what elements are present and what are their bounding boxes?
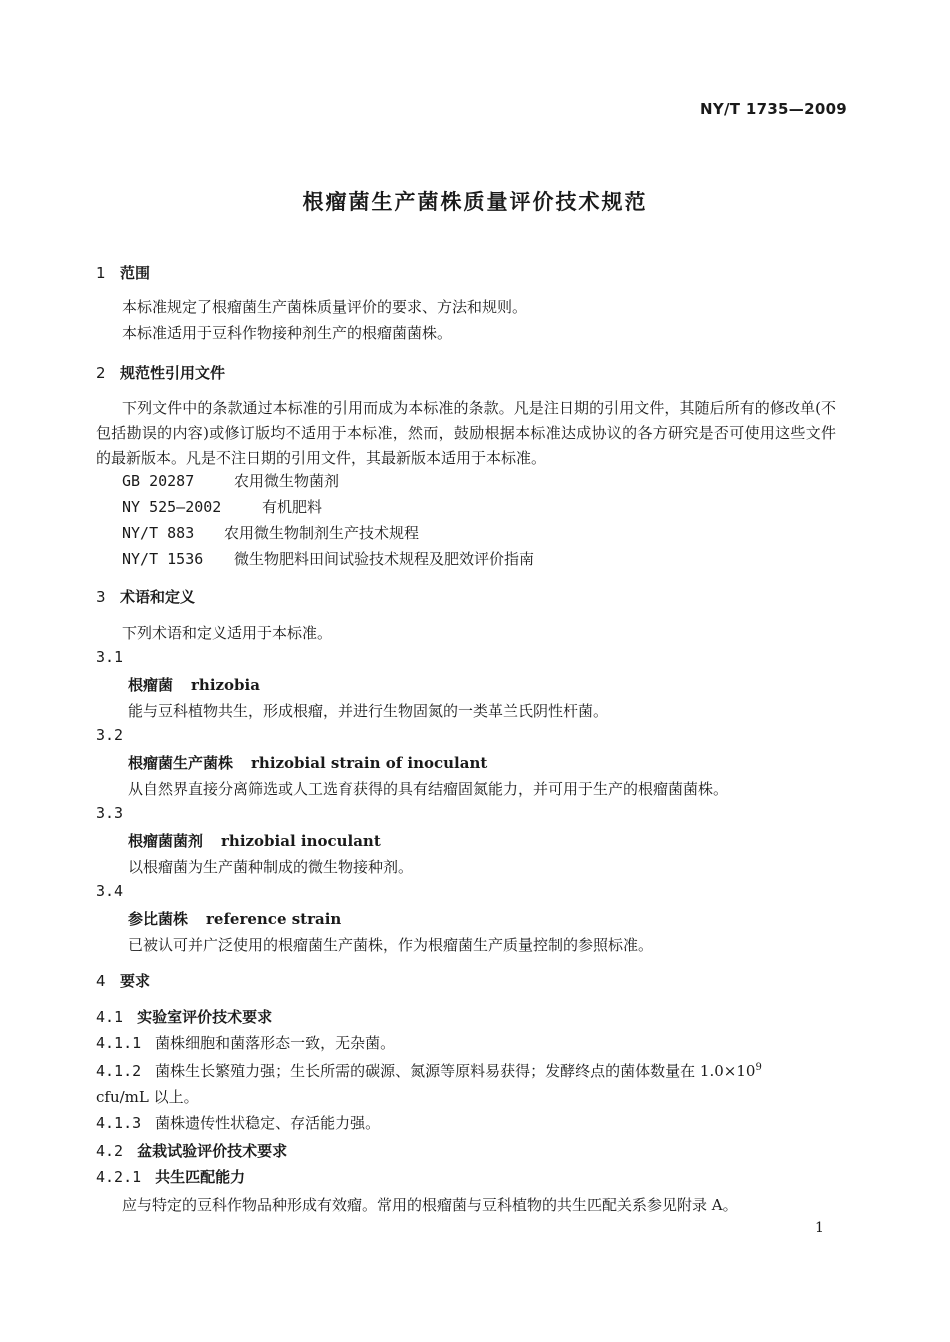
term-definition: 能与豆科植物共生，形成根瘤，并进行生物固氮的一类革兰氏阴性杆菌。: [128, 702, 609, 720]
term-number: 3.3: [96, 804, 124, 822]
section-number: 1: [96, 264, 106, 282]
reference-name: 有机肥料: [262, 498, 323, 516]
subsection-title: 实验室评价技术要求: [137, 1008, 273, 1026]
clause-text: 菌株遗传性状稳定、存活能力强。: [155, 1114, 381, 1132]
section-title: 规范性引用文件: [120, 364, 226, 382]
subsection-number: 4.2.1: [96, 1168, 142, 1186]
term-number: 3.1: [96, 648, 124, 666]
term-number: 3.2: [96, 726, 124, 744]
reference-name: 微生物肥料田间试验技术规程及肥效评价指南: [234, 550, 535, 568]
reference-name: 农用微生物制剂生产技术规程: [224, 524, 420, 542]
paragraph: 下列文件中的条款通过本标准的引用而成为本标准的条款。凡是注日期的引用文件，其随后所有的修改单(不包括勘误的内容)或修订版均不适用于本标准，然而，鼓励根据本标准达成协议的各方研究是否可使用这些文件的最新版本。凡是不注日期的引用文件，其最新版本适用于本标准。: [96, 399, 836, 467]
standard-code: NY/T 1735—2009: [700, 100, 848, 118]
reference-code: GB 20287: [122, 472, 195, 490]
clause-4-1-1: [96, 1032, 395, 1053]
section-number: 3: [96, 588, 106, 606]
section-title: 要求: [120, 972, 151, 990]
term-en: rhizobia: [191, 676, 260, 694]
section-3-heading: [96, 586, 195, 607]
paragraph: 本标准规定了根瘤菌生产菌株质量评价的要求、方法和规则。: [122, 298, 528, 316]
subsection-4-1-heading: [96, 1006, 272, 1027]
section-2-heading: [96, 362, 225, 383]
reference-item: [122, 548, 534, 569]
section-1-heading: [96, 262, 150, 283]
term-definition: 已被认可并广泛使用的根瘤菌生产菌株，作为根瘤菌生产质量控制的参照标准。: [128, 936, 654, 954]
reference-code: NY/T 883: [122, 524, 195, 542]
section-title: 术语和定义: [120, 588, 196, 606]
section-4-heading: [96, 970, 150, 991]
reference-code: NY/T 1536: [122, 550, 204, 568]
term-zh: 根瘤菌菌剂: [128, 832, 204, 850]
clause-number: 4.1.3: [96, 1114, 142, 1132]
term-en: rhizobial inoculant: [221, 832, 381, 850]
clause-4-1-3: [96, 1112, 380, 1133]
section-number: 2: [96, 364, 106, 382]
paragraph: 本标准适用于豆科作物接种剂生产的根瘤菌菌株。: [122, 324, 453, 342]
section-number: 4: [96, 972, 106, 990]
term-heading: [128, 830, 381, 851]
term-zh: 根瘤菌生产菌株: [128, 754, 234, 772]
term-definition: 从自然界直接分离筛选或人工选育获得的具有结瘤固氮能力，并可用于生产的根瘤菌菌株。: [128, 780, 729, 798]
clause-text: 菌株生长繁殖力强；生长所需的碳源、氮源等原料易获得；发酵终点的菌体数量在 1.0×10: [155, 1062, 756, 1080]
subsection-4-2-heading: [96, 1140, 287, 1161]
subsection-number: 4.1: [96, 1008, 124, 1026]
subsection-title: 共生匹配能力: [155, 1168, 246, 1186]
reference-item: [122, 522, 419, 543]
term-heading: [128, 674, 260, 695]
term-zh: 根瘤菌: [128, 676, 174, 694]
superscript: 9: [755, 1062, 762, 1073]
paragraph: 应与特定的豆科作物品种形成有效瘤。常用的根瘤菌与豆科植物的共生匹配关系参见附录 A。: [122, 1196, 738, 1214]
paragraph: 下列术语和定义适用于本标准。: [122, 624, 333, 642]
clause-4-1-2: [96, 1060, 762, 1081]
subsection-4-2-1-heading: [96, 1166, 245, 1187]
subsection-number: 4.2: [96, 1142, 124, 1160]
document-title: 根瘤菌生产菌株质量评价技术规范: [302, 190, 648, 214]
clause-number: 4.1.1: [96, 1034, 142, 1052]
clause-number: 4.1.2: [96, 1062, 142, 1080]
reference-name: 农用微生物菌剂: [234, 472, 340, 490]
section-title: 范围: [120, 264, 151, 282]
clause-text: 菌株细胞和菌落形态一致，无杂菌。: [155, 1034, 396, 1052]
clause-text-continued: cfu/mL 以上。: [96, 1088, 199, 1106]
term-number: 3.4: [96, 882, 124, 900]
reference-item: [122, 470, 339, 491]
term-en: reference strain: [206, 910, 342, 928]
page-number: 1: [815, 1220, 824, 1236]
term-definition: 以根瘤菌为生产菌种制成的微生物接种剂。: [128, 858, 414, 876]
reference-code: NY 525—2002: [122, 498, 222, 516]
subsection-title: 盆栽试验评价技术要求: [137, 1142, 288, 1160]
term-heading: [128, 908, 341, 929]
term-heading: [128, 752, 487, 773]
term-en: rhizobial strain of inoculant: [251, 754, 488, 772]
term-zh: 参比菌株: [128, 910, 189, 928]
reference-item: [122, 496, 322, 517]
